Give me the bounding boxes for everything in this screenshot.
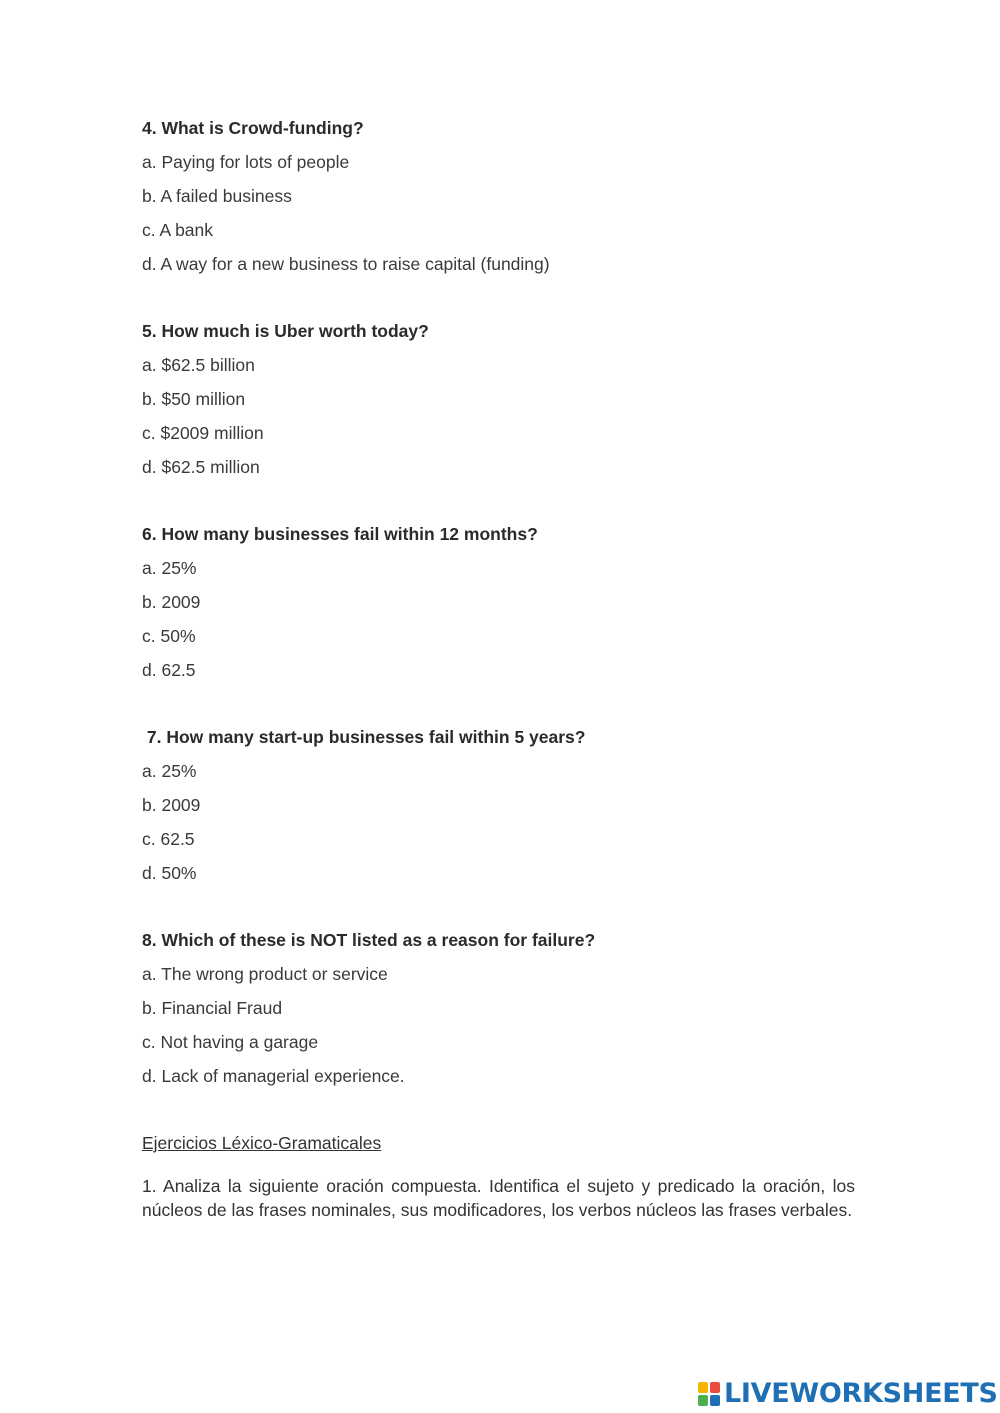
- answer-option[interactable]: c. 50%: [142, 626, 196, 646]
- question-title: 6. How many businesses fail within 12 months?: [142, 524, 538, 544]
- exercise-instructions: 1. Analiza la siguiente oración compuesta. Identifica el sujeto y predicado la oración, los núcleos de las frases nominales, sus modificadores, los verbos núcleos las frases verbales.: [142, 1176, 855, 1220]
- logo-mark-icon: [698, 1382, 720, 1406]
- answer-option[interactable]: c. Not having a garage: [142, 1032, 319, 1052]
- liveworksheets-logo[interactable]: [698, 1377, 998, 1411]
- question-title: 5. How much is Uber worth today?: [142, 321, 429, 341]
- logo-text: LIVEWORKSHEETS: [724, 1378, 998, 1409]
- answer-option[interactable]: d. 62.5: [142, 660, 196, 680]
- answer-option[interactable]: b. A failed business: [142, 186, 292, 206]
- answer-option[interactable]: d. 50%: [142, 863, 197, 883]
- answer-option[interactable]: a. The wrong product or service: [142, 964, 388, 984]
- answer-option[interactable]: a. 25%: [142, 761, 197, 781]
- answer-option[interactable]: c. 62.5: [142, 829, 195, 849]
- answer-option[interactable]: b. $50 million: [142, 389, 246, 409]
- answer-option[interactable]: c. $2009 million: [142, 423, 264, 443]
- answer-option[interactable]: b. 2009: [142, 592, 201, 612]
- question-title: 8. Which of these is NOT listed as a reason for failure?: [142, 930, 596, 950]
- question-8: [142, 929, 862, 1099]
- question-title: 4. What is Crowd-funding?: [142, 118, 364, 138]
- answer-option[interactable]: d. Lack of managerial experience.: [142, 1066, 405, 1086]
- answer-option[interactable]: a. $62.5 billion: [142, 355, 255, 375]
- answer-option[interactable]: c. A bank: [142, 220, 214, 240]
- answer-option[interactable]: a. 25%: [142, 558, 197, 578]
- answer-option[interactable]: d. $62.5 million: [142, 457, 260, 477]
- answer-option[interactable]: b. Financial Fraud: [142, 998, 283, 1018]
- question-7: [142, 726, 862, 896]
- question-4: [142, 117, 862, 287]
- answer-option[interactable]: b. 2009: [142, 795, 201, 815]
- question-5: [142, 320, 862, 490]
- section-heading: Ejercicios Léxico-Gramaticales: [142, 1133, 382, 1153]
- answer-option[interactable]: a. Paying for lots of people: [142, 152, 350, 172]
- question-title: 7. How many start-up businesses fail within 5 years?: [142, 727, 586, 747]
- question-6: [142, 523, 862, 693]
- answer-option[interactable]: d. A way for a new business to raise capital (funding): [142, 254, 550, 274]
